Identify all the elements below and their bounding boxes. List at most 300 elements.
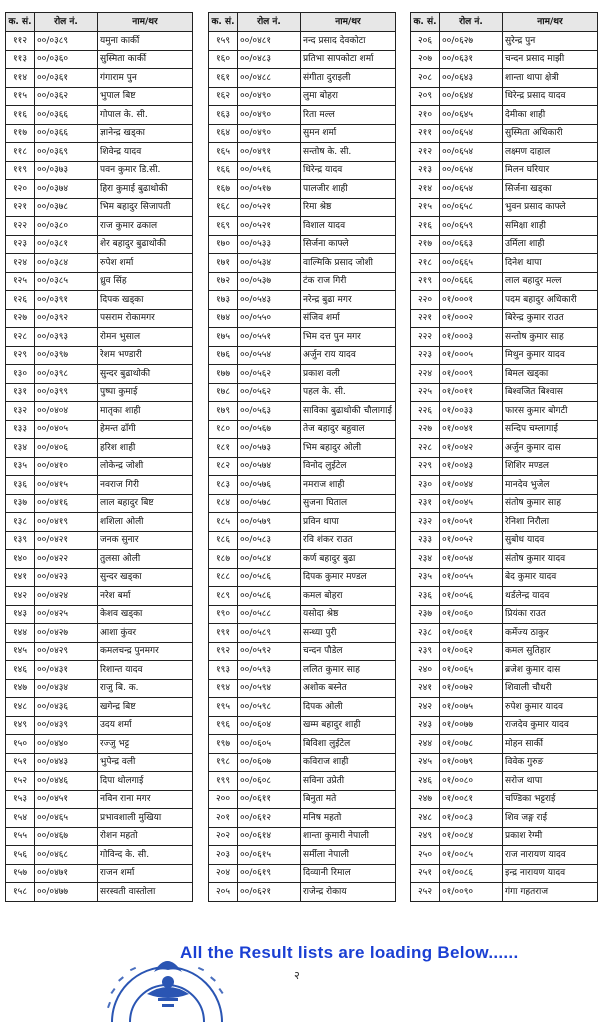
- name-cell: ज्ञानेन्द्र खड्का: [98, 124, 193, 143]
- roll-cell: ००/०३८४: [35, 254, 98, 273]
- name-cell: बिविशा लुईटेल: [301, 735, 396, 754]
- name-cell: नरेन्द्र बुढा मगर: [301, 291, 396, 310]
- table-row: [209, 309, 396, 328]
- table-row: [209, 180, 396, 199]
- serial-cell: १७८: [209, 383, 238, 402]
- serial-cell: १६५: [209, 143, 238, 162]
- name-cell: कविराज शाही: [301, 753, 396, 772]
- roll-cell: ००/०३७३: [35, 161, 98, 180]
- serial-cell: २३६: [411, 587, 440, 606]
- table-header-row: [6, 13, 193, 32]
- table-row: [411, 716, 598, 735]
- roll-cell: ००/०५५१: [238, 328, 301, 347]
- table-row: [209, 883, 396, 902]
- serial-cell: २०५: [209, 883, 238, 902]
- name-cell: बेद कुमार यादव: [503, 568, 598, 587]
- table-row: [209, 605, 396, 624]
- name-cell: बिमल खड्का: [503, 365, 598, 384]
- header-serial: क. सं.: [209, 13, 238, 32]
- header-name: नाम/थर: [98, 13, 193, 32]
- name-cell: सुस्मिता कार्की: [98, 50, 193, 69]
- serial-cell: १३२: [6, 402, 35, 421]
- table-row: [411, 402, 598, 421]
- table-row: [209, 642, 396, 661]
- name-cell: शेर बहादुर बुढाथोकी: [98, 235, 193, 254]
- table-row: [209, 772, 396, 791]
- name-cell: शशिला ओली: [98, 513, 193, 532]
- serial-cell: २४७: [411, 790, 440, 809]
- table-row: [6, 698, 193, 717]
- name-cell: उर्मिला शाही: [503, 235, 598, 254]
- serial-cell: २५२: [411, 883, 440, 902]
- roll-cell: ००/०५७८: [238, 494, 301, 513]
- roll-cell: ००/०५५४: [238, 346, 301, 365]
- roll-cell: ०१/००६०: [440, 605, 503, 624]
- serial-cell: १८१: [209, 439, 238, 458]
- name-cell: सन्तोष कुमार साह: [503, 328, 598, 347]
- serial-cell: १८२: [209, 457, 238, 476]
- table-row: [411, 587, 598, 606]
- name-cell: संजिव शर्मा: [301, 309, 396, 328]
- table-row: [6, 217, 193, 236]
- serial-cell: २१३: [411, 161, 440, 180]
- table-row: [6, 494, 193, 513]
- table-row: [411, 365, 598, 384]
- serial-cell: १४३: [6, 605, 35, 624]
- table-row: [209, 32, 396, 51]
- serial-cell: २१८: [411, 254, 440, 273]
- roll-cell: ०१/००८५: [440, 846, 503, 865]
- roll-cell: ००/०६१९: [238, 864, 301, 883]
- name-cell: रिमा श्रेष्ठ: [301, 198, 396, 217]
- serial-cell: २१६: [411, 217, 440, 236]
- table-row: [6, 198, 193, 217]
- name-cell: प्रियंका राउत: [503, 605, 598, 624]
- name-cell: मानदेव भुजेल: [503, 476, 598, 495]
- table-row: [6, 402, 193, 421]
- roll-cell: ००/०४२७: [35, 624, 98, 643]
- serial-cell: १२५: [6, 272, 35, 291]
- serial-cell: १६०: [209, 50, 238, 69]
- serial-cell: १४७: [6, 679, 35, 698]
- serial-cell: १६१: [209, 69, 238, 88]
- table-row: [209, 531, 396, 550]
- name-cell: अर्जुन राय यादव: [301, 346, 396, 365]
- serial-cell: १९६: [209, 716, 238, 735]
- table-row: [209, 698, 396, 717]
- serial-cell: २४२: [411, 698, 440, 717]
- table-row: [6, 568, 193, 587]
- roll-cell: ००/०५९३: [238, 661, 301, 680]
- table-row: [411, 143, 598, 162]
- roll-cell: ००/०६१५: [238, 846, 301, 865]
- name-cell: प्रविन थापा: [301, 513, 396, 532]
- serial-cell: २४३: [411, 716, 440, 735]
- roll-cell: ०१/००८०: [440, 772, 503, 791]
- roll-cell: ००/०४९१: [238, 143, 301, 162]
- table-row: [411, 420, 598, 439]
- table-row: [411, 254, 598, 273]
- table-row: [6, 291, 193, 310]
- table-row: [209, 568, 396, 587]
- roll-cell: ००/०५७३: [238, 439, 301, 458]
- serial-cell: १८०: [209, 420, 238, 439]
- table-row: [6, 69, 193, 88]
- table-row: [209, 735, 396, 754]
- serial-cell: १५४: [6, 809, 35, 828]
- roll-cell: ०१/००४२: [440, 439, 503, 458]
- roll-cell: ००/०६०८: [238, 772, 301, 791]
- name-cell: विवेक गुरुङ: [503, 753, 598, 772]
- serial-cell: २३३: [411, 531, 440, 550]
- table-row: [411, 753, 598, 772]
- roll-cell: ००/०५९२: [238, 642, 301, 661]
- serial-cell: १३८: [6, 513, 35, 532]
- name-cell: सुजना घिताल: [301, 494, 396, 513]
- roll-cell: ००/०३६६: [35, 124, 98, 143]
- serial-cell: २२३: [411, 346, 440, 365]
- serial-cell: २२६: [411, 402, 440, 421]
- serial-cell: २१०: [411, 106, 440, 125]
- roll-cell: ०१/००३३: [440, 402, 503, 421]
- roll-cell: ००/०४८३: [238, 50, 301, 69]
- serial-cell: २१४: [411, 180, 440, 199]
- roll-cell: ००/०३९९: [35, 383, 98, 402]
- table-row: [6, 365, 193, 384]
- table-row: [6, 272, 193, 291]
- name-cell: रज्जु भट्ट: [98, 735, 193, 754]
- serial-cell: २०४: [209, 864, 238, 883]
- table-row: [411, 809, 598, 828]
- roll-cell: ००/०६१४: [238, 827, 301, 846]
- name-cell: रिशान्त यादव: [98, 661, 193, 680]
- serial-cell: १७९: [209, 402, 238, 421]
- roll-cell: ००/०५९८: [238, 698, 301, 717]
- roll-cell: ००/०४५१: [35, 790, 98, 809]
- roll-cell: ००/०६०५: [238, 735, 301, 754]
- roll-cell: ००/०६३१: [440, 50, 503, 69]
- serial-cell: २१२: [411, 143, 440, 162]
- table-row: [209, 550, 396, 569]
- roll-cell: ००/०४२३: [35, 568, 98, 587]
- roll-cell: ००/०३९१: [35, 291, 98, 310]
- serial-cell: १८९: [209, 587, 238, 606]
- roll-cell: ००/०५३७: [238, 272, 301, 291]
- name-cell: राज नारायण यादव: [503, 846, 598, 865]
- roll-cell: ००/०४७१: [35, 864, 98, 883]
- name-cell: भिम दत्त पुन मगर: [301, 328, 396, 347]
- table-row: [411, 87, 598, 106]
- table-row: [6, 161, 193, 180]
- serial-cell: १२२: [6, 217, 35, 236]
- table-row: [6, 772, 193, 791]
- serial-cell: १९१: [209, 624, 238, 643]
- table-row: [411, 735, 598, 754]
- roll-cell: ००/०३८१: [35, 235, 98, 254]
- table-row: [411, 846, 598, 865]
- table-row: [209, 272, 396, 291]
- roll-cell: ०१/००६५: [440, 661, 503, 680]
- name-cell: पुष्पा कुमाई: [98, 383, 193, 402]
- name-cell: दिपक खड्का: [98, 291, 193, 310]
- serial-cell: १७६: [209, 346, 238, 365]
- roll-cell: ००/०४३१: [35, 661, 98, 680]
- loading-banner: All the Result lists are loading Below......: [180, 943, 519, 962]
- table-row: [411, 50, 598, 69]
- name-cell: पदम बहादुर अधिकारी: [503, 291, 598, 310]
- roll-cell: ००/०६११: [238, 790, 301, 809]
- table-row: [209, 679, 396, 698]
- roll-cell: ००/०५८४: [238, 550, 301, 569]
- serial-cell: १७२: [209, 272, 238, 291]
- serial-cell: १९७: [209, 735, 238, 754]
- roll-cell: ०१/०००१: [440, 291, 503, 310]
- roll-cell: ०१/००५५: [440, 568, 503, 587]
- name-cell: लुमा बोहरा: [301, 87, 396, 106]
- roll-cell: ००/०५२१: [238, 198, 301, 217]
- name-cell: तेज बहादुर बहुवाल: [301, 420, 396, 439]
- name-cell: उदय शर्मा: [98, 716, 193, 735]
- roll-cell: ००/०६२१: [238, 883, 301, 902]
- name-cell: दिपक कुमार मण्डल: [301, 568, 396, 587]
- header-roll: रोल नं.: [238, 13, 301, 32]
- name-cell: कमलचन्द्र पुनमगर: [98, 642, 193, 661]
- roll-cell: ००/०५५०: [238, 309, 301, 328]
- roll-cell: ००/०४४३: [35, 753, 98, 772]
- table-row: [411, 346, 598, 365]
- name-cell: धिरेन्द्र यादव: [301, 161, 396, 180]
- serial-cell: २२४: [411, 365, 440, 384]
- roll-cell: ००/०४३९: [35, 716, 98, 735]
- table-row: [411, 291, 598, 310]
- name-cell: भिम बहादुर ओली: [301, 439, 396, 458]
- roll-cell: ००/०३९२: [35, 309, 98, 328]
- table-row: [411, 180, 598, 199]
- name-cell: सविना उप्रेती: [301, 772, 396, 791]
- serial-cell: १८७: [209, 550, 238, 569]
- serial-cell: ११८: [6, 143, 35, 162]
- serial-cell: १२८: [6, 328, 35, 347]
- name-cell: यसोदा श्रेष्ठ: [301, 605, 396, 624]
- roll-cell: ००/०४९०: [238, 87, 301, 106]
- table-row: [6, 550, 193, 569]
- roll-cell: ००/०४६७: [35, 827, 98, 846]
- header-serial: क. सं.: [411, 13, 440, 32]
- roll-cell: ००/०५३३: [238, 235, 301, 254]
- table-row: [6, 254, 193, 273]
- roll-cell: ००/०३६१: [35, 69, 98, 88]
- table-row: [411, 439, 598, 458]
- table-row: [411, 272, 598, 291]
- name-cell: शिवेन्द्र यादव: [98, 143, 193, 162]
- table-row: [209, 198, 396, 217]
- table-row: [411, 661, 598, 680]
- table-row: [411, 217, 598, 236]
- serial-cell: २२५: [411, 383, 440, 402]
- serial-cell: ११३: [6, 50, 35, 69]
- roll-cell: ००/०४८१: [238, 32, 301, 51]
- serial-cell: १८८: [209, 568, 238, 587]
- roll-cell: ००/०६६५: [440, 254, 503, 273]
- serial-cell: ११७: [6, 124, 35, 143]
- results-table: [5, 12, 193, 902]
- serial-cell: २१७: [411, 235, 440, 254]
- roll-cell: ००/०६५४: [440, 143, 503, 162]
- name-cell: तुलसा ओली: [98, 550, 193, 569]
- table-row: [209, 494, 396, 513]
- table-row: [411, 605, 598, 624]
- name-cell: हिरा कुमाई बुढाथोकी: [98, 180, 193, 199]
- name-cell: भुवन प्रसाद काफ्ले: [503, 198, 598, 217]
- name-cell: पसराम रोकामगर: [98, 309, 193, 328]
- roll-cell: ००/०५८३: [238, 531, 301, 550]
- serial-cell: १६९: [209, 217, 238, 236]
- table-row: [6, 143, 193, 162]
- name-cell: प्रकाश रेग्मी: [503, 827, 598, 846]
- serial-cell: १२६: [6, 291, 35, 310]
- roll-cell: ०१/००७८: [440, 735, 503, 754]
- results-table: [410, 12, 598, 902]
- serial-cell: २२०: [411, 291, 440, 310]
- serial-cell: १९४: [209, 679, 238, 698]
- table-row: [209, 124, 396, 143]
- table-row: [411, 69, 598, 88]
- name-cell: सुस्मिता अधिकारी: [503, 124, 598, 143]
- table-row: [209, 383, 396, 402]
- serial-cell: २४१: [411, 679, 440, 698]
- table-row: [209, 439, 396, 458]
- table-row: [411, 106, 598, 125]
- name-cell: नमराज शाही: [301, 476, 396, 495]
- serial-cell: २००: [209, 790, 238, 809]
- roll-cell: ००/०४१९: [35, 513, 98, 532]
- roll-cell: ००/०५३४: [238, 254, 301, 273]
- serial-cell: २११: [411, 124, 440, 143]
- serial-cell: २२९: [411, 457, 440, 476]
- name-cell: गंगाराम पुन: [98, 69, 193, 88]
- table-row: [6, 642, 193, 661]
- name-cell: प्रभावशाली मुखिया: [98, 809, 193, 828]
- table-row: [209, 753, 396, 772]
- table-row: [6, 50, 193, 69]
- name-cell: यमुना कार्की: [98, 32, 193, 51]
- table-row: [209, 864, 396, 883]
- serial-cell: २३२: [411, 513, 440, 532]
- serial-cell: १५०: [6, 735, 35, 754]
- name-cell: दिव्यानी रिमाल: [301, 864, 396, 883]
- table-row: [6, 309, 193, 328]
- results-column-1: [5, 12, 193, 902]
- results-column-2: [208, 12, 396, 902]
- serial-cell: १८३: [209, 476, 238, 495]
- serial-cell: १४४: [6, 624, 35, 643]
- table-row: [209, 235, 396, 254]
- roll-cell: ००/०६४४: [440, 87, 503, 106]
- name-cell: धिरेन्द्र प्रसाद यादव: [503, 87, 598, 106]
- header-serial: क. सं.: [6, 13, 35, 32]
- roll-cell: ००/०३६६: [35, 106, 98, 125]
- roll-cell: ००/०४३६: [35, 698, 98, 717]
- serial-cell: ११६: [6, 106, 35, 125]
- roll-cell: ००/०६४३: [440, 69, 503, 88]
- name-cell: हरिश शाही: [98, 439, 193, 458]
- serial-cell: १३३: [6, 420, 35, 439]
- table-row: [209, 716, 396, 735]
- serial-cell: २१९: [411, 272, 440, 291]
- name-cell: सन्दिप चम्लागाई: [503, 420, 598, 439]
- serial-cell: १७३: [209, 291, 238, 310]
- roll-cell: ०१/००८४: [440, 827, 503, 846]
- name-cell: संगीता दुराइली: [301, 69, 396, 88]
- name-cell: अशोक बस्नेत: [301, 679, 396, 698]
- serial-cell: १७४: [209, 309, 238, 328]
- roll-cell: ००/०३७४: [35, 180, 98, 199]
- serial-cell: ११४: [6, 69, 35, 88]
- name-cell: लोकेन्द्र जोशी: [98, 457, 193, 476]
- table-row: [6, 716, 193, 735]
- roll-cell: ००/०६४५: [440, 106, 503, 125]
- name-cell: सुन्दर खड्का: [98, 568, 193, 587]
- serial-cell: १९९: [209, 772, 238, 791]
- name-cell: पवन कुमार डि.सी.: [98, 161, 193, 180]
- name-cell: कर्मेज्य ठाकुर: [503, 624, 598, 643]
- table-row: [6, 328, 193, 347]
- name-cell: थर्डलेन्द्र यादव: [503, 587, 598, 606]
- name-cell: मनिष महतो: [301, 809, 396, 828]
- roll-cell: ००/०४१६: [35, 494, 98, 513]
- serial-cell: १९०: [209, 605, 238, 624]
- serial-cell: १६३: [209, 106, 238, 125]
- serial-cell: २४५: [411, 753, 440, 772]
- page-number: २: [294, 969, 300, 982]
- roll-cell: ००/०५६३: [238, 402, 301, 421]
- table-row: [6, 661, 193, 680]
- table-row: [411, 679, 598, 698]
- roll-cell: ००/०६५४: [440, 180, 503, 199]
- table-row: [411, 827, 598, 846]
- roll-cell: ००/०४८८: [238, 69, 301, 88]
- serial-cell: २०१: [209, 809, 238, 828]
- name-cell: भुपाल बिष्ट: [98, 87, 193, 106]
- name-cell: मोहन सार्की: [503, 735, 598, 754]
- table-row: [6, 846, 193, 865]
- name-cell: वाल्मिकि प्रसाद जोशी: [301, 254, 396, 273]
- serial-cell: १३०: [6, 365, 35, 384]
- roll-cell: ०१/००४४: [440, 476, 503, 495]
- name-cell: सुन्दर बुढाथोकी: [98, 365, 193, 384]
- table-row: [6, 32, 193, 51]
- table-row: [411, 624, 598, 643]
- serial-cell: २३८: [411, 624, 440, 643]
- name-cell: सिर्जना खड्का: [503, 180, 598, 199]
- name-cell: देमीका शाही: [503, 106, 598, 125]
- serial-cell: १२९: [6, 346, 35, 365]
- serial-cell: ११५: [6, 87, 35, 106]
- table-row: [209, 402, 396, 421]
- serial-cell: १६८: [209, 198, 238, 217]
- name-cell: रुपेश कुमार यादव: [503, 698, 598, 717]
- name-cell: नवराज गिरी: [98, 476, 193, 495]
- header-name: नाम/थर: [503, 13, 598, 32]
- name-cell: सुरेन्द्र पुन: [503, 32, 598, 51]
- name-cell: सिर्जना काफ्ले: [301, 235, 396, 254]
- roll-cell: ००/०५९४: [238, 679, 301, 698]
- serial-cell: २४४: [411, 735, 440, 754]
- table-row: [6, 624, 193, 643]
- name-cell: जनक सुनार: [98, 531, 193, 550]
- roll-cell: ००/०३९३: [35, 328, 98, 347]
- roll-cell: ००/०३६९: [35, 143, 98, 162]
